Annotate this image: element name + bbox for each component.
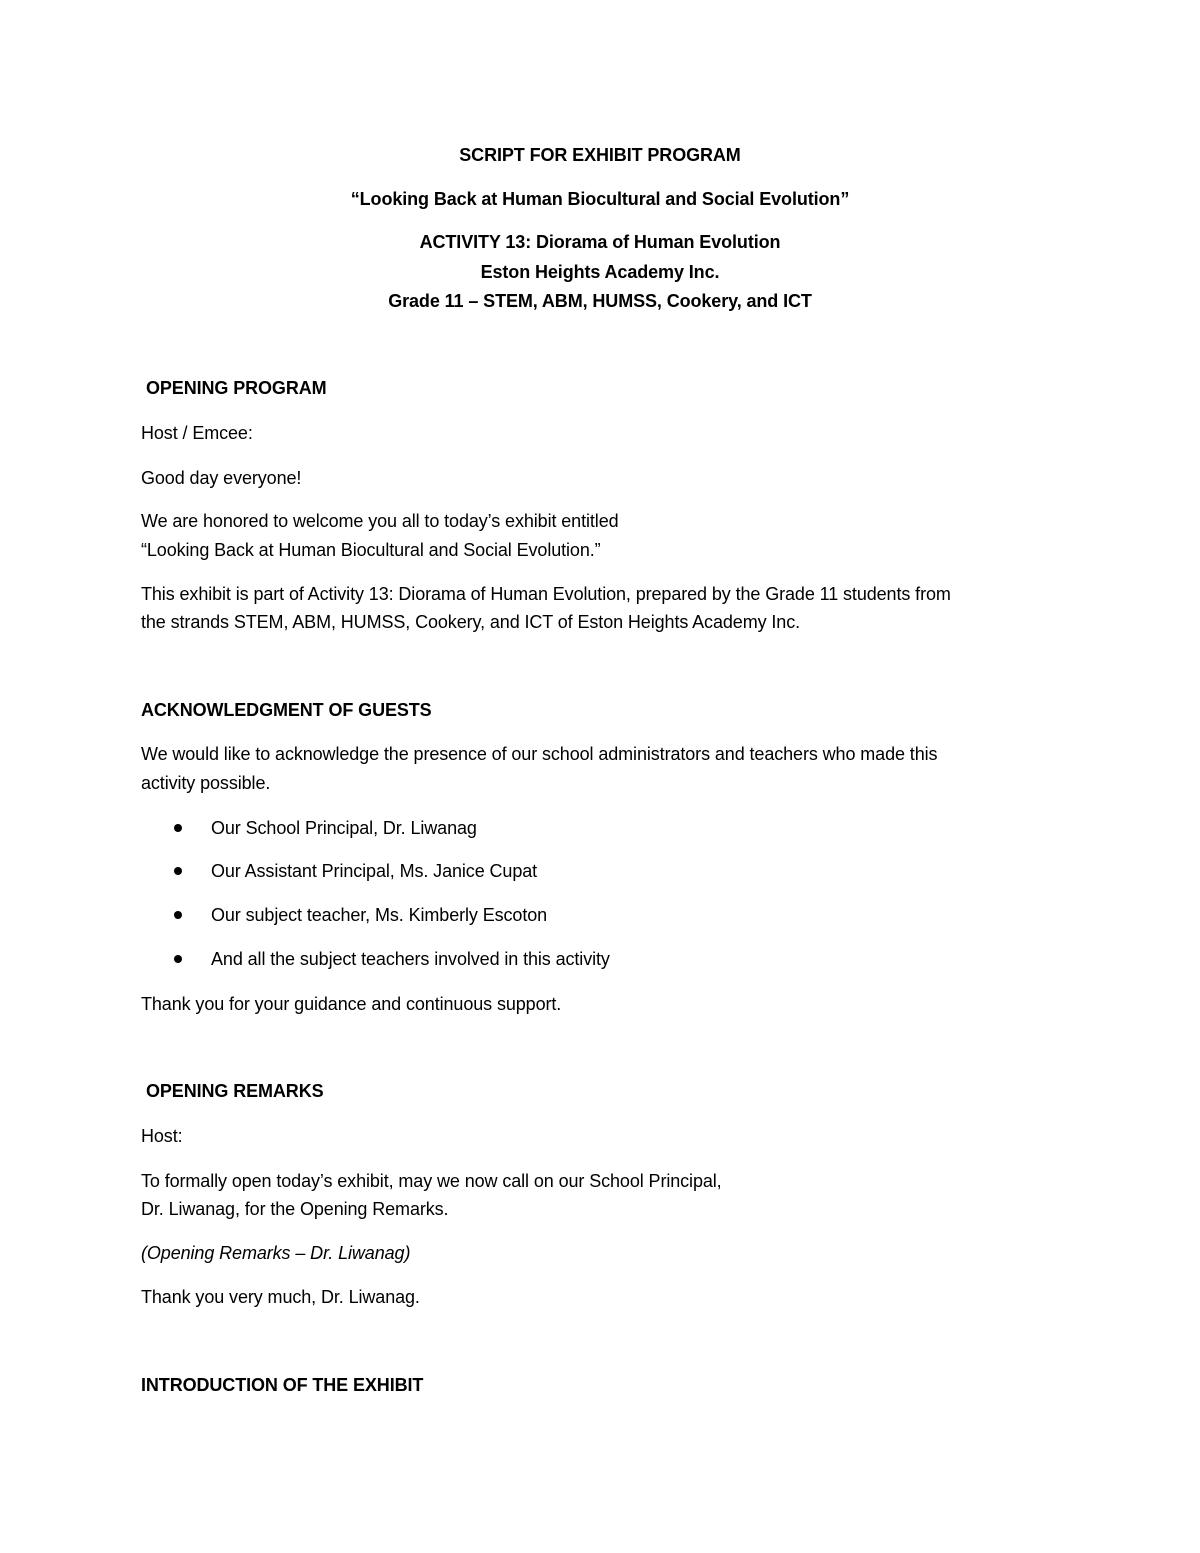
opening-program-heading: OPENING PROGRAM	[146, 378, 327, 398]
guest-list-item: And all the subject teachers involved in this activity	[211, 949, 610, 969]
document-title: SCRIPT FOR EXHIBIT PROGRAM	[459, 145, 741, 165]
introduction-heading: INTRODUCTION OF THE EXHIBIT	[141, 1375, 424, 1395]
host-label: Host:	[141, 1126, 183, 1146]
acknowledgment-heading: ACKNOWLEDGMENT OF GUESTS	[141, 700, 432, 720]
exhibit-line-2: the strands STEM, ABM, HUMSS, Cookery, and ICT of Eston Heights Academy Inc.	[141, 612, 800, 632]
bullet-icon	[174, 824, 182, 832]
welcome-line-1: We are honored to welcome you all to today’s exhibit entitled	[141, 511, 619, 531]
welcome-line-2: “Looking Back at Human Biocultural and Social Evolution.”	[141, 540, 601, 560]
guest-list-item: Our School Principal, Dr. Liwanag	[211, 818, 477, 838]
opening-remarks-heading: OPENING REMARKS	[146, 1081, 324, 1101]
document-subtitle: “Looking Back at Human Biocultural and Social Evolution”	[350, 189, 850, 209]
call-line-1: To formally open today’s exhibit, may we now call on our School Principal,	[141, 1171, 722, 1191]
remarks-thanks: Thank you very much, Dr. Liwanag.	[141, 1287, 420, 1307]
bullet-icon	[174, 867, 182, 875]
guest-list-item: Our Assistant Principal, Ms. Janice Cupat	[211, 861, 538, 881]
bullet-icon	[174, 955, 182, 963]
bullet-icon	[174, 911, 182, 919]
stage-direction: (Opening Remarks – Dr. Liwanag)	[141, 1243, 411, 1263]
host-emcee-label: Host / Emcee:	[141, 423, 253, 443]
greeting-text: Good day everyone!	[141, 468, 302, 488]
acknowledgment-intro-line-1: We would like to acknowledge the presence of our school administrators and teachers who made this	[141, 744, 938, 764]
acknowledgment-thanks: Thank you for your guidance and continuous support.	[141, 994, 562, 1014]
acknowledgment-intro-line-2: activity possible.	[141, 773, 271, 793]
grade-strands: Grade 11 – STEM, ABM, HUMSS, Cookery, and ICT	[388, 291, 812, 311]
guest-list-item: Our subject teacher, Ms. Kimberly Escoton	[211, 905, 548, 925]
exhibit-line-1: This exhibit is part of Activity 13: Diorama of Human Evolution, prepared by the Grade 11 students from	[141, 584, 951, 604]
school-name: Eston Heights Academy Inc.	[480, 262, 720, 282]
activity-title: ACTIVITY 13: Diorama of Human Evolution	[419, 232, 781, 252]
call-line-2: Dr. Liwanag, for the Opening Remarks.	[141, 1199, 449, 1219]
